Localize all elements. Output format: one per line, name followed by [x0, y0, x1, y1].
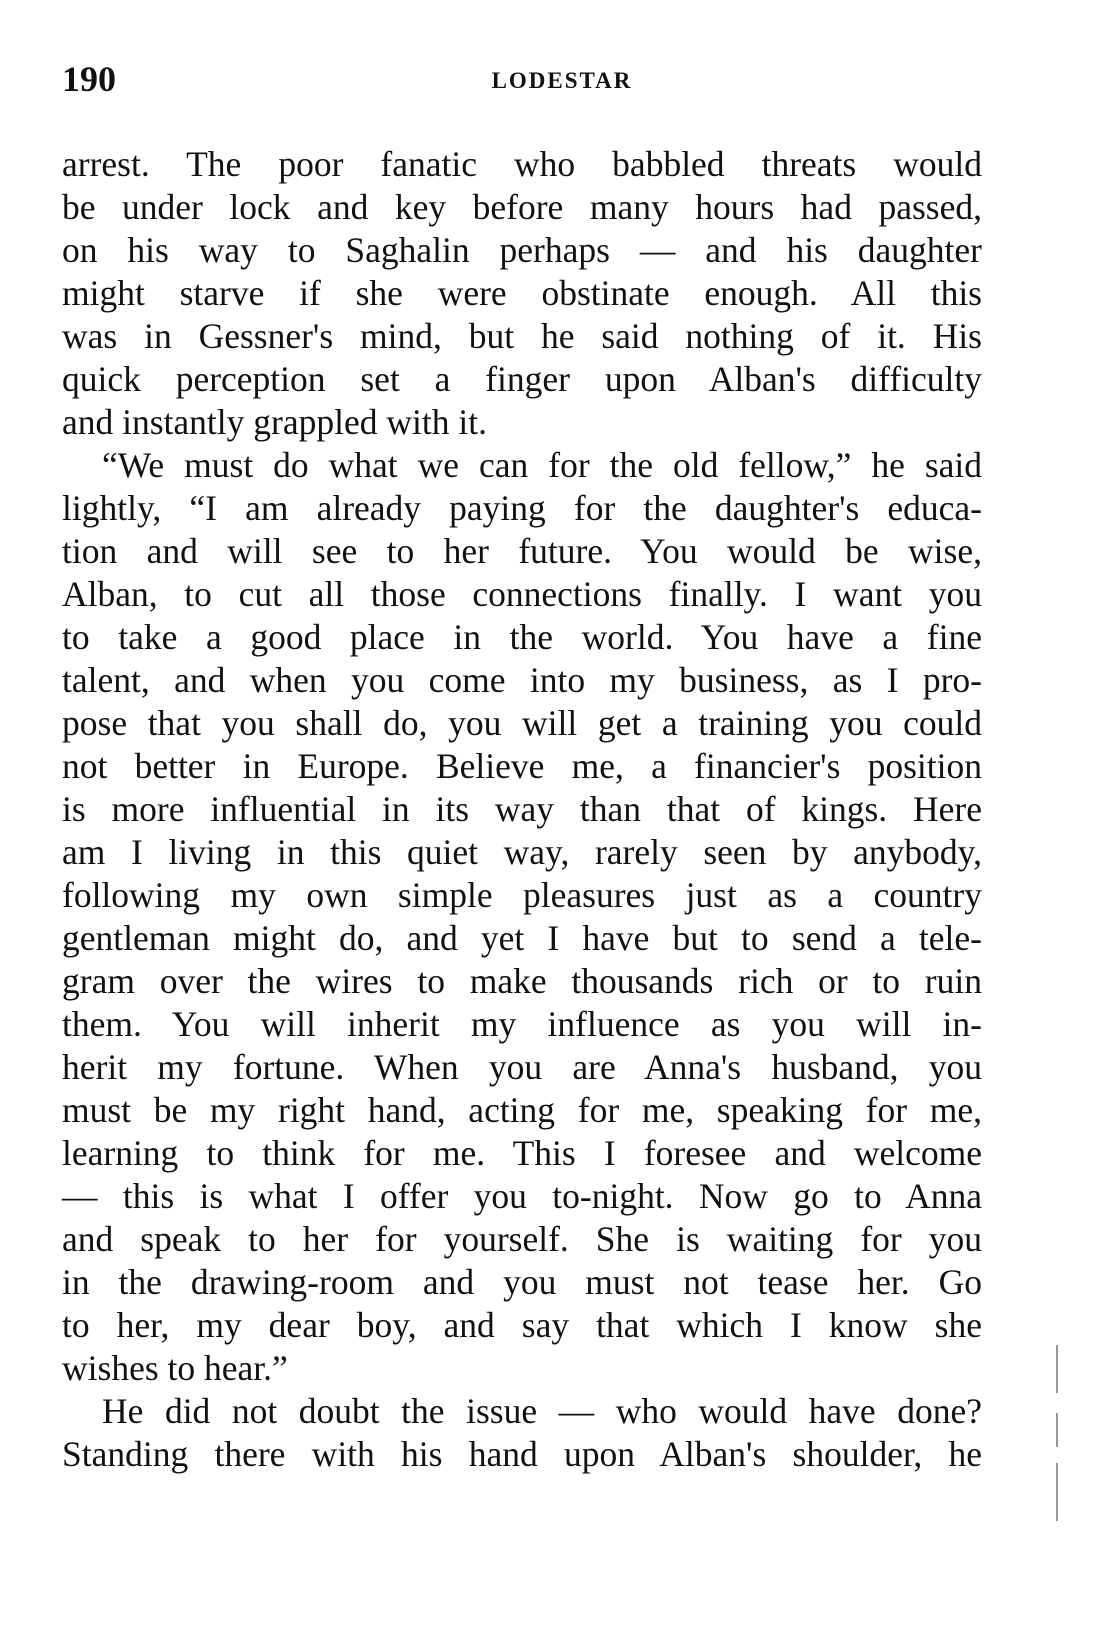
- scan-margin-marks: [1056, 1345, 1059, 1525]
- text-line: learning to think for me. This I foresee and welcome: [62, 1133, 982, 1173]
- text-line: wishes to hear.”: [62, 1348, 288, 1388]
- text-line: Standing there with his hand upon Alban's shoulder, he: [62, 1434, 982, 1474]
- text-line: quick perception set a finger upon Alban's difficulty: [62, 359, 982, 399]
- body-text: [62, 143, 982, 1476]
- text-line: to her, my dear boy, and say that which I know she: [62, 1305, 982, 1345]
- text-line: was in Gessner's mind, but he said nothing of it. His: [62, 316, 982, 356]
- text-line: be under lock and key before many hours had passed,: [62, 187, 982, 227]
- text-line: talent, and when you come into my business, as I pro-: [62, 660, 982, 700]
- text-line: — this is what I offer you to-night. Now go to Anna: [62, 1176, 982, 1216]
- text-line: arrest. The poor fanatic who babbled threats would: [62, 144, 982, 184]
- scan-mark: [1056, 1345, 1058, 1393]
- page-header: [62, 58, 992, 104]
- text-line: not better in Europe. Believe me, a financier's position: [62, 746, 982, 786]
- text-line: might starve if she were obstinate enough. All this: [62, 273, 982, 313]
- text-line: gram over the wires to make thousands rich or to ruin: [62, 961, 982, 1001]
- text-line: in the drawing-room and you must not tease her. Go: [62, 1262, 982, 1302]
- text-line: must be my right hand, acting for me, speaking for me,: [62, 1090, 982, 1130]
- text-line: gentleman might do, and yet I have but to send a tele-: [62, 918, 982, 958]
- text-line: pose that you shall do, you will get a training you could: [62, 703, 982, 743]
- text-line: is more influential in its way than that of kings. Here: [62, 789, 982, 829]
- text-line: Alban, to cut all those connections finally. I want you: [62, 574, 982, 614]
- text-line: them. You will inherit my influence as you will in-: [62, 1004, 982, 1044]
- text-line: on his way to Saghalin perhaps — and his daughter: [62, 230, 982, 270]
- scan-mark: [1056, 1463, 1058, 1521]
- text-line: am I living in this quiet way, rarely seen by anybody,: [62, 832, 982, 872]
- text-line: tion and will see to her future. You would be wise,: [62, 531, 982, 571]
- page-number: 190: [62, 59, 116, 99]
- text-line: and speak to her for yourself. She is waiting for you: [62, 1219, 982, 1259]
- text-line: following my own simple pleasures just as a country: [62, 875, 982, 915]
- running-title: LODESTAR: [491, 68, 633, 93]
- text-line: to take a good place in the world. You have a fine: [62, 617, 982, 657]
- text-line: and instantly grappled with it.: [62, 402, 487, 442]
- scan-mark: [1056, 1413, 1058, 1447]
- text-line: “We must do what we can for the old fellow,” he said: [102, 445, 982, 485]
- text-line: lightly, “I am already paying for the daughter's educa-: [62, 488, 982, 528]
- text-line: He did not doubt the issue — who would have done?: [102, 1391, 982, 1431]
- text-line: herit my fortune. When you are Anna's husband, you: [62, 1047, 982, 1087]
